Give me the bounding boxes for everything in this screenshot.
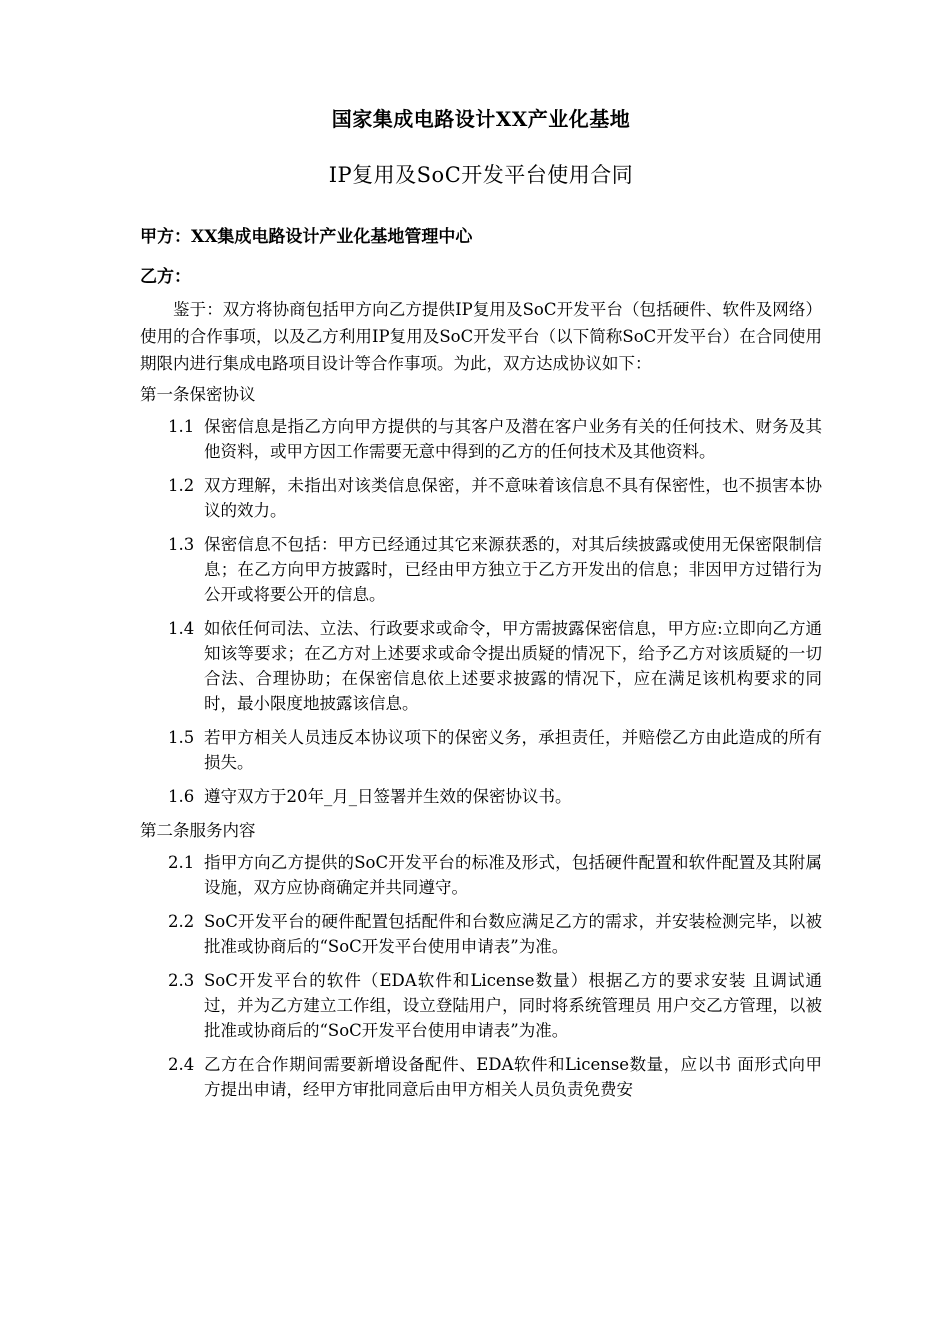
clause-1-5 bbox=[168, 725, 822, 775]
clause-number: 2.3 bbox=[168, 971, 195, 990]
clause-2-1 bbox=[168, 850, 822, 900]
clause-1-3 bbox=[168, 532, 822, 607]
document-title: 国家集成电路设计XX产业化基地 bbox=[331, 107, 631, 131]
clause-number: 1.4 bbox=[168, 619, 195, 638]
clause-2-3 bbox=[168, 968, 822, 1043]
clause-number: 2.1 bbox=[168, 853, 195, 872]
clause-2-2 bbox=[168, 909, 822, 959]
clause-number: 1.3 bbox=[168, 535, 195, 554]
document-subtitle: IP复用及SoC开发平台使用合同 bbox=[328, 163, 634, 187]
clause-text: SoC开发平台的硬件配置包括配件和台数应满足乙方的需求，并安装检测完毕，以被批准或协商后的“SoC开发平台使用申请表”为准。 bbox=[204, 912, 822, 956]
clause-text: 保密信息不包括：甲方已经通过其它来源获悉的，对其后续披露或使用无保密限制信息；在乙方向甲方披露时，已经由甲方独立于乙方开发出的信息；非因甲方过错行为公开或将要公开的信息。 bbox=[204, 535, 822, 604]
clause-text: 双方理解，未指出对该类信息保密，并不意味着该信息不具有保密性，也不损害本协议的效力。 bbox=[204, 476, 822, 520]
clause-number: 1.2 bbox=[168, 476, 195, 495]
clause-text: 遵守双方于20年_月_日签署并生效的保密协议书。 bbox=[204, 787, 572, 806]
intro-paragraph: 鉴于：双方将协商包括甲方向乙方提供IP复用及SoC开发平台（包括硬件、软件及网络）使用的合作事项，以及乙方利用IP复用及SoC开发平台（以下简称SoC开发平台）在合同使用期限内进行集成电路项目设计等合作事项。为此，双方达成协议如下： bbox=[140, 300, 822, 373]
section-heading-1: 第一条保密协议 bbox=[140, 385, 256, 404]
clause-1-4 bbox=[168, 616, 822, 716]
clause-text: 如依任何司法、立法、行政要求或命令，甲方需披露保密信息，甲方应:立即向乙方通知该等要求；在乙方对上述要求或命令提出质疑的情况下，给予乙方对该质疑的一切合法、合理协助；在保密信息依上述要求披露的情况下，应在满足该机构要求的同时，最小限度地披露该信息。 bbox=[204, 619, 822, 713]
clause-number: 2.2 bbox=[168, 912, 195, 931]
clause-number: 1.6 bbox=[168, 787, 195, 806]
clause-text: SoC开发平台的软件（EDA软件和License数量）根据乙方的要求安装 且调试通过，并为乙方建立工作组，设立登陆用户，同时将系统管理员 用户交乙方管理，以被批准或协商后的“SoC开发平台使用申请表”为准。 bbox=[204, 971, 822, 1040]
clause-1-6 bbox=[168, 784, 822, 809]
clause-number: 2.4 bbox=[168, 1055, 195, 1074]
clause-number: 1.5 bbox=[168, 728, 195, 747]
clause-text: 指甲方向乙方提供的SoC开发平台的标准及形式，包括硬件配置和软件配置及其附属设施，双方应协商确定并共同遵守。 bbox=[204, 853, 822, 897]
clause-1-1 bbox=[168, 414, 822, 464]
clause-text: 若甲方相关人员违反本协议项下的保密义务，承担责任，并赔偿乙方由此造成的所有损失。 bbox=[204, 728, 822, 772]
clause-text: 保密信息是指乙方向甲方提供的与其客户及潜在客户业务有关的任何技术、财务及其他资料，或甲方因工作需要无意中得到的乙方的任何技术及其他资料。 bbox=[204, 417, 822, 461]
party-a: 甲方：XX集成电路设计产业化基地管理中心 bbox=[140, 227, 473, 247]
clause-1-2 bbox=[168, 473, 822, 523]
section-heading-2: 第二条服务内容 bbox=[140, 821, 256, 840]
clause-text: 乙方在合作期间需要新增设备配件、EDA软件和License数量，应以书 面形式向甲方提出申请，经甲方审批同意后由甲方相关人员负责免费安 bbox=[204, 1055, 822, 1099]
clause-2-4 bbox=[168, 1052, 822, 1102]
party-b: 乙方： bbox=[140, 267, 191, 287]
clause-number: 1.1 bbox=[168, 417, 195, 436]
